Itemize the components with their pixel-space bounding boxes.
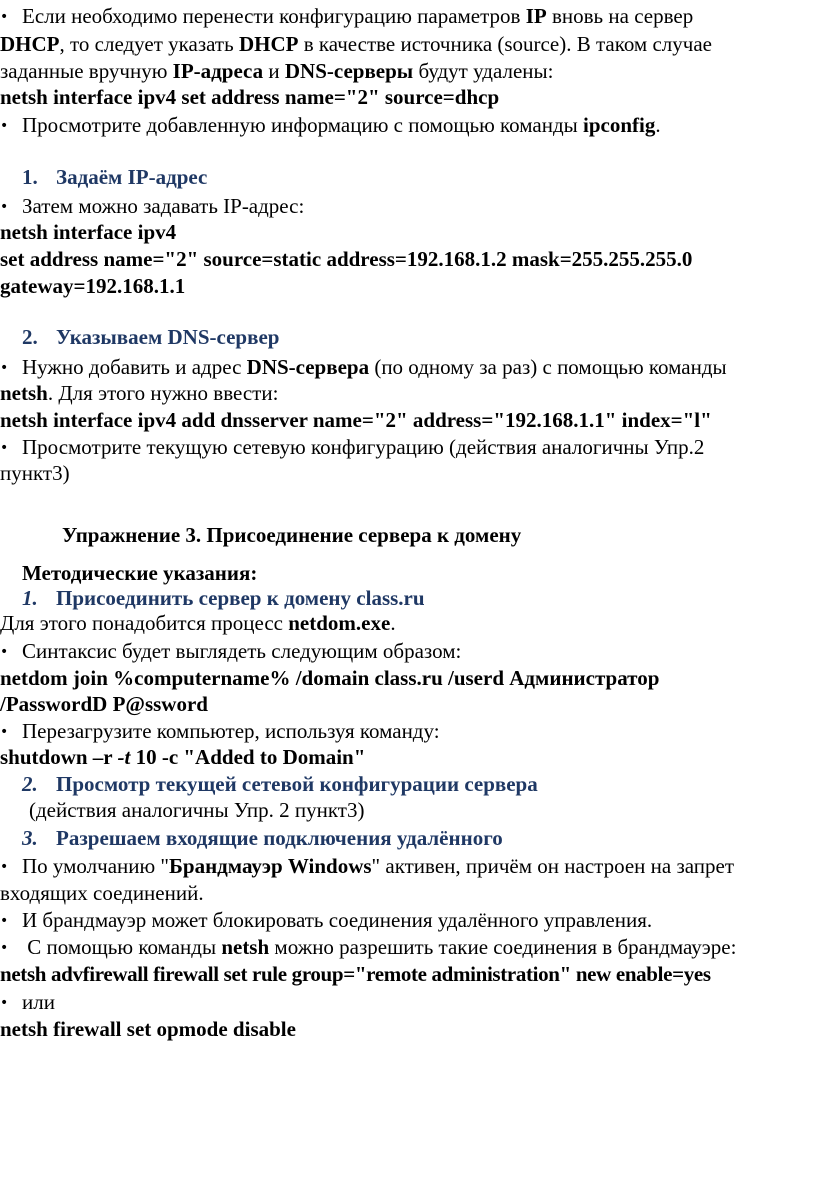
bullet-icon: • [0, 644, 9, 660]
step-title: Присоединить сервер к домену class.ru [56, 586, 425, 610]
command-part: -t [117, 745, 131, 769]
step-number: 3. [22, 826, 38, 850]
keyword-ip: IP [525, 4, 547, 28]
step-note: (действия аналогичны Упр. 2 пункт3) [29, 798, 365, 822]
bullet-icon: • [0, 724, 9, 740]
bullet-icon: • [0, 859, 9, 875]
text-line-dhcp-2 [0, 31, 712, 57]
text: Для этого понадобится процесс [0, 611, 289, 635]
text: вновь на сервер [546, 4, 694, 28]
method-title: Методические указания: [22, 561, 258, 585]
text: С помощью команды [22, 935, 222, 959]
bullet-line-dhcp-1 [0, 3, 693, 30]
command-netdom-1: netdom join %computername% /domain class.ru /userd Администратор [0, 666, 660, 690]
text: будут удалены: [413, 59, 554, 83]
command-netdom-2: /PasswordD P@ssword [0, 692, 208, 716]
bullet-line-dns-1 [0, 354, 727, 381]
step-heading-join-domain [22, 585, 425, 611]
text: и [263, 59, 285, 83]
text: заданные вручную [0, 59, 173, 83]
bullet-line-ipconfig [0, 112, 661, 139]
command-dhcp: netsh interface ipv4 set address name="2" source=dhcp [0, 85, 500, 109]
heading-number: 2. [22, 325, 38, 349]
bullet-line-firewall-block [0, 907, 652, 934]
command-shutdown [0, 744, 365, 770]
bullet-line-set-ip [0, 193, 304, 220]
text: , то следует указать [59, 32, 239, 56]
command-part: shutdown –r [0, 745, 118, 769]
bullet-icon: • [0, 940, 9, 956]
bullet-icon: • [0, 360, 9, 376]
step-number: 2. [22, 772, 38, 796]
command-dns: netsh interface ipv4 add dnsserver name="2" address="192.168.1.1" index="l" [0, 408, 712, 432]
text: (по одному за раз) с помощью команды [369, 355, 727, 379]
heading-title: Указываем DNS-сервер [56, 325, 280, 349]
bullet-line-view-config [0, 434, 704, 461]
heading-dns [22, 324, 279, 350]
text: или [22, 990, 55, 1014]
text-line-firewall-2: входящих соединений. [0, 881, 204, 905]
bullet-icon: • [0, 913, 9, 929]
text-line-dns-2 [0, 380, 278, 406]
text: Перезагрузите компьютер, используя команду: [22, 719, 440, 743]
keyword-windows-firewall: Брандмауэр Windows [169, 854, 372, 878]
bullet-icon: • [0, 995, 9, 1011]
keyword-dhcp: DHCP [238, 32, 299, 56]
text: можно разрешить такие соединения в брандмауэре: [269, 935, 737, 959]
command-advfirewall: netsh advfirewall firewall set rule group="remote administration" new enable=yes [0, 962, 711, 986]
command-line-2: set address name="2" source=static address=192.168.1.2 mask=255.255.255.0 [0, 247, 693, 271]
keyword-netdom: netdom.exe [288, 611, 391, 635]
keyword-netsh: netsh [0, 381, 48, 405]
bullet-icon: • [0, 440, 9, 456]
command-firewall-disable: netsh firewall set opmode disable [0, 1017, 296, 1041]
bullet-line-syntax [0, 638, 461, 665]
keyword-dhcp: DHCP [0, 32, 60, 56]
text: . [655, 113, 661, 137]
command-part: 10 -c "Added to Domain" [130, 745, 366, 769]
keyword-ip-addresses: IP-адреса [172, 59, 264, 83]
text: Просмотрите добавленную информацию с помощью команды [22, 113, 584, 137]
text: По умолчанию " [22, 854, 169, 878]
exercise-title: Упражнение 3. Присоединение сервера к домену [62, 523, 522, 547]
heading-set-ip [22, 164, 207, 190]
heading-number: 1. [22, 165, 38, 189]
step-number: 1. [22, 586, 38, 610]
bullet-icon: • [0, 9, 9, 25]
bullet-icon: • [0, 118, 9, 134]
text: " активен, причём он настроен на запрет [371, 854, 735, 878]
bullet-line-or [0, 989, 55, 1016]
text: Просмотрите текущую сетевую конфигурацию (действия аналогичны Упр.2 [22, 435, 705, 459]
text: . Для этого нужно ввести: [47, 381, 279, 405]
bullet-line-firewall-1 [0, 853, 734, 880]
text: Если необходимо перенести конфигурацию параметров [22, 4, 526, 28]
text-line-netdom [0, 610, 396, 636]
text-line-view-config-2: пункт3) [0, 461, 70, 485]
step-title: Просмотр текущей сетевой конфигурации сервера [56, 772, 538, 796]
keyword-netsh: netsh [221, 935, 270, 959]
step-heading-view-config [22, 771, 538, 797]
text: в качестве источника (source). В таком случае [298, 32, 712, 56]
keyword-dns-servers: DNS-серверы [284, 59, 414, 83]
step-heading-remote [22, 825, 503, 851]
heading-title: Задаём IP-адрес [56, 165, 208, 189]
text: . [390, 611, 396, 635]
step-title: Разрешаем входящие подключения удалённого [56, 826, 503, 850]
text: Нужно добавить и адрес [22, 355, 247, 379]
command-line-3: gateway=192.168.1.1 [0, 274, 186, 298]
bullet-line-netsh-allow [0, 934, 736, 961]
text: Затем можно задавать IP-адрес: [22, 194, 305, 218]
text: И брандмауэр может блокировать соединения удалённого управления. [22, 908, 653, 932]
keyword-dns-server: DNS-сервера [246, 355, 370, 379]
bullet-line-restart [0, 718, 440, 745]
bullet-icon: • [0, 199, 9, 215]
command-line-1: netsh interface ipv4 [0, 220, 177, 244]
text: Синтаксис будет выглядеть следующим образом: [22, 639, 462, 663]
keyword-ipconfig: ipconfig [583, 113, 656, 137]
text-line-dhcp-3 [0, 58, 553, 84]
